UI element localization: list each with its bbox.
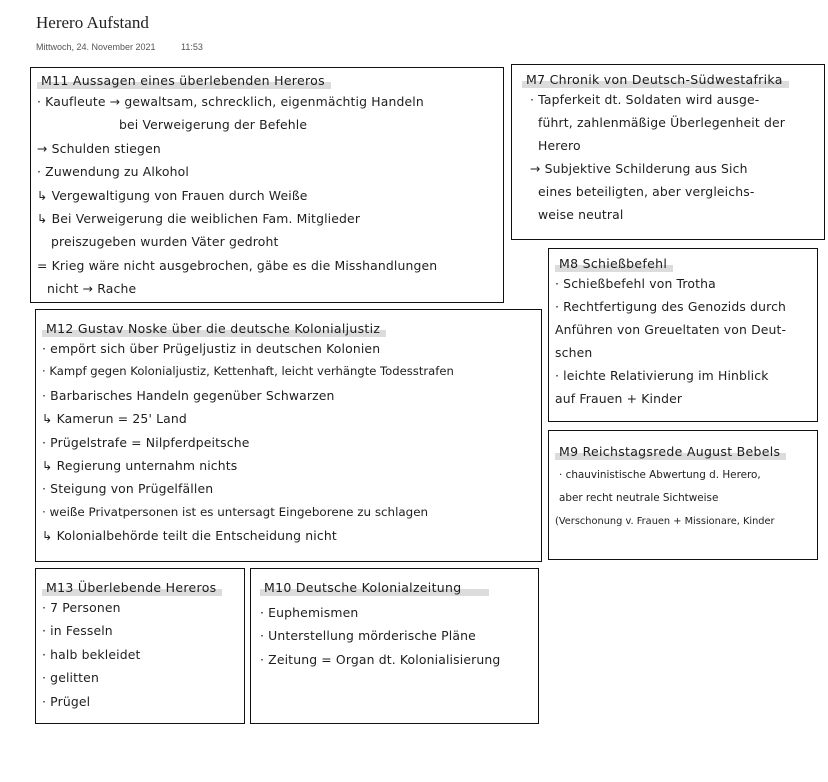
list-item: Anführen von Greueltaten von Deut- <box>555 322 787 337</box>
list-item: ↳ Vergewaltigung von Frauen durch Weiße <box>37 187 308 203</box>
list-item: preiszugeben wurden Väter gedroht <box>51 234 279 250</box>
list-item: ↳ Bei Verweigerung die weiblichen Fam. Mitglieder <box>37 211 361 227</box>
page-time: 11:53 <box>181 42 203 52</box>
note-box-m10[interactable] <box>250 568 539 724</box>
list-item: · weiße Privatpersonen ist es untersagt Eingeborene zu schlagen <box>42 504 429 519</box>
list-item: · Barbarisches Handeln gegenüber Schwarzen <box>42 387 335 403</box>
list-item: · leichte Relativierung im Hinblick <box>555 368 769 383</box>
list-item: (Verschonung v. Frauen + Missionare, Kinder <box>555 516 775 527</box>
list-item: · Unterstellung mörderische Pläne <box>260 628 476 644</box>
list-item: auf Frauen + Kinder <box>555 391 683 406</box>
list-item: · Schießbefehl von Trotha <box>555 276 716 291</box>
list-item: nicht → Rache <box>47 281 137 297</box>
box-title: M12 Gustav Noske über die deutsche Kolonialjustiz <box>42 321 386 337</box>
list-item: · Prügelstrafe = Nilpferdpeitsche <box>42 434 250 450</box>
note-box-m8[interactable] <box>548 248 818 422</box>
list-item: · Kampf gegen Kolonialjustiz, Kettenhaft, leicht verhängte Todesstrafen <box>42 364 454 379</box>
list-item: · chauvinistische Abwertung d. Herero, <box>559 469 761 481</box>
list-item: ↳ Kolonialbehörde teilt die Entscheidung nicht <box>42 528 337 544</box>
note-box-m13[interactable] <box>35 568 245 724</box>
list-item: · Prügel <box>42 693 91 709</box>
list-item: = Krieg wäre nicht ausgebrochen, gäbe es die Misshandlungen <box>37 257 438 273</box>
list-item: bei Verweigerung der Befehle <box>119 117 308 133</box>
list-item: führt, zahlenmäßige Überlegenheit der <box>538 115 786 130</box>
list-item: eines beteiligten, aber vergleichs- <box>538 184 755 199</box>
list-item: ↳ Regierung unternahm nichts <box>42 458 238 474</box>
page-title: Herero Aufstand <box>36 13 149 32</box>
list-item: · 7 Personen <box>42 600 121 615</box>
list-item: · in Fesseln <box>42 623 113 639</box>
list-item: · Zeitung = Organ dt. Kolonialisierung <box>260 651 501 667</box>
list-item: · Steigung von Prügelfällen <box>42 481 214 497</box>
box-title: M13 Überlebende Hereros <box>42 580 222 596</box>
box-title: M10 Deutsche Kolonialzeitung <box>260 580 489 596</box>
list-item: aber recht neutrale Sichtweise <box>559 492 719 504</box>
list-item: Herero <box>538 138 581 153</box>
box-title: M9 Reichstagsrede August Bebels <box>555 444 786 460</box>
list-item: → Schulden stiegen <box>37 140 161 156</box>
list-item: · Rechtfertigung des Genozids durch <box>555 299 787 314</box>
note-box-m12[interactable] <box>35 309 542 562</box>
list-item: · Euphemismen <box>260 605 359 620</box>
list-item: · halb bekleidet <box>42 646 141 662</box>
box-title: M8 Schießbefehl <box>555 256 673 272</box>
list-item: weise neutral <box>538 207 624 222</box>
list-item: · Kaufleute → gewaltsam, schrecklich, eigenmächtig Handeln <box>37 94 424 109</box>
list-item: ↳ Kamerun = 25' Land <box>42 411 187 427</box>
note-box-m9[interactable] <box>548 430 818 560</box>
page-date: Mittwoch, 24. November 2021 <box>36 42 156 52</box>
list-item: · Zuwendung zu Alkohol <box>37 164 189 180</box>
list-item: · empört sich über Prügeljustiz in deutschen Kolonien <box>42 341 381 356</box>
note-box-m11[interactable] <box>30 67 504 303</box>
box-title: M11 Aussagen eines überlebenden Hereros <box>37 73 331 89</box>
list-item: → Subjektive Schilderung aus Sich <box>530 161 748 176</box>
box-title: M7 Chronik von Deutsch-Südwestafrika <box>522 72 789 88</box>
list-item: · gelitten <box>42 670 99 686</box>
list-item: · Tapferkeit dt. Soldaten wird ausge- <box>530 92 760 107</box>
list-item: schen <box>555 345 593 360</box>
note-box-m7[interactable] <box>511 64 825 240</box>
